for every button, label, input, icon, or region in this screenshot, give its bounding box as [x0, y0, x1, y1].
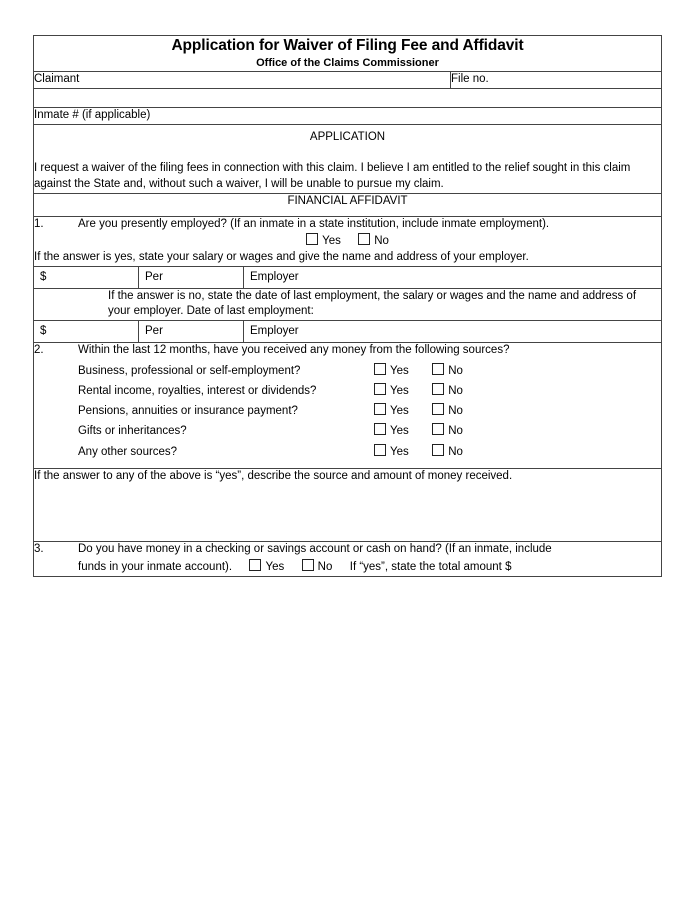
- source-business-yes-label: Yes: [390, 364, 409, 377]
- employer-field-1[interactable]: [244, 266, 662, 288]
- source-label-other: Any other sources?: [78, 445, 178, 458]
- question-1-no-instruction: If the answer is no, state the date of last employment, the salary or wages and the name and address of your employer. Date of last employment:: [108, 289, 637, 318]
- waiver-application-form: [33, 35, 662, 577]
- source-gifts-no-label: No: [448, 425, 463, 438]
- q1-no-option[interactable]: [358, 233, 389, 249]
- question-3-text: Do you have money in a checking or savings account or cash on hand? (If an inmate, include: [78, 543, 552, 556]
- source-item-other: [78, 444, 661, 460]
- file-no-field[interactable]: File no.: [451, 71, 662, 88]
- question-2-text: Within the last 12 months, have you received any money from the following sources?: [78, 344, 510, 357]
- checkbox-icon[interactable]: [374, 363, 386, 375]
- source-item-business: [78, 363, 661, 379]
- checkbox-icon[interactable]: [432, 403, 444, 415]
- claimant-field[interactable]: Claimant: [34, 71, 451, 88]
- application-cell: [34, 124, 662, 193]
- source-options-gifts: [374, 423, 463, 439]
- checkbox-icon[interactable]: [302, 559, 314, 571]
- source-item-pensions: [78, 403, 661, 419]
- q3-no-option[interactable]: [302, 559, 333, 575]
- blank-address-cell[interactable]: [34, 88, 662, 107]
- source-rental-yes[interactable]: [374, 383, 429, 399]
- source-item-gifts: [78, 423, 661, 439]
- page-subtitle: Office of the Claims Commissioner: [256, 57, 439, 70]
- source-options-business: [374, 363, 463, 379]
- question-3-line2: [78, 559, 661, 575]
- question-3-number: 3.: [34, 543, 44, 556]
- source-options-rental: [374, 383, 463, 399]
- source-business-no-label: No: [448, 364, 463, 377]
- source-gifts-yes-label: Yes: [390, 425, 409, 438]
- question-2-number: 2.: [34, 344, 44, 357]
- question-1-no-instruction-row: [34, 288, 662, 320]
- checkbox-icon[interactable]: [432, 363, 444, 375]
- checkbox-icon[interactable]: [374, 423, 386, 435]
- salary-per-field-2[interactable]: [139, 321, 244, 343]
- salary-amount-field-2[interactable]: [34, 321, 139, 343]
- source-label-rental: Rental income, royalties, interest or dividends?: [78, 384, 317, 397]
- checkbox-icon[interactable]: [306, 233, 318, 245]
- application-row: [34, 124, 662, 193]
- source-rental-no[interactable]: [432, 383, 463, 399]
- source-other-no-label: No: [448, 445, 463, 458]
- salary-per-label-1: Per: [145, 270, 163, 283]
- q1-yes-label: Yes: [322, 234, 341, 247]
- title-cell: [34, 36, 662, 72]
- source-options-other: [374, 444, 463, 460]
- affidavit-heading: FINANCIAL AFFIDAVIT: [34, 193, 662, 216]
- q3-no-label: No: [317, 561, 333, 574]
- salary-per-field-1[interactable]: [139, 266, 244, 288]
- inmate-number-field[interactable]: Inmate # (if applicable): [34, 107, 662, 124]
- employment-row-2: [34, 321, 662, 343]
- salary-amount-field-1[interactable]: [34, 266, 139, 288]
- page-title: Application for Waiver of Filing Fee and Affidavit: [171, 37, 524, 54]
- question-1-row: [34, 216, 662, 266]
- describe-instruction: If the answer to any of the above is “yes”, describe the source and amount of money received.: [34, 470, 513, 483]
- employer-label-1: Employer: [250, 270, 299, 283]
- checkbox-icon[interactable]: [432, 423, 444, 435]
- checkbox-icon[interactable]: [432, 444, 444, 456]
- question-1-no-instruction-cell: [34, 288, 662, 320]
- source-item-rental: [78, 383, 661, 399]
- employer-field-2[interactable]: [244, 321, 662, 343]
- question-1-cell: [34, 216, 662, 266]
- claimant-row: [34, 71, 662, 88]
- checkbox-icon[interactable]: [374, 444, 386, 456]
- q1-no-label: No: [374, 234, 389, 247]
- source-other-yes[interactable]: [374, 444, 429, 460]
- affidavit-row: [34, 193, 662, 216]
- application-body: I request a waiver of the filing fees in connection with this claim. I believe I am entitled to the relief sought in this claim against the State and, without such a waiver, I will be unable to pursue my claim.: [34, 161, 631, 190]
- source-pensions-no[interactable]: [432, 403, 463, 419]
- blank-address-row: [34, 88, 662, 107]
- question-3-cell: [34, 542, 662, 577]
- question-3-total-amount-field[interactable]: If “yes”, state the total amount $: [349, 561, 512, 574]
- salary-per-label-2: Per: [145, 325, 163, 338]
- question-1-text: Are you presently employed? (If an inmate in a state institution, include inmate employment).: [78, 217, 550, 230]
- source-business-no[interactable]: [432, 363, 463, 379]
- source-business-yes[interactable]: [374, 363, 429, 379]
- source-pensions-no-label: No: [448, 405, 463, 418]
- checkbox-icon[interactable]: [358, 233, 370, 245]
- q3-yes-option[interactable]: [249, 559, 284, 575]
- salary-amount-label-2: $: [40, 325, 47, 338]
- checkbox-icon[interactable]: [249, 559, 261, 571]
- question-1-number: 1.: [34, 217, 44, 230]
- source-gifts-yes[interactable]: [374, 423, 429, 439]
- title-row: [34, 36, 662, 72]
- describe-answer-box[interactable]: [34, 469, 662, 542]
- source-label-pensions: Pensions, annuities or insurance payment?: [78, 405, 298, 418]
- checkbox-icon[interactable]: [374, 403, 386, 415]
- salary-amount-label-1: $: [40, 270, 47, 283]
- q1-yes-option[interactable]: [306, 233, 341, 249]
- source-pensions-yes[interactable]: [374, 403, 429, 419]
- source-gifts-no[interactable]: [432, 423, 463, 439]
- describe-row: [34, 469, 662, 542]
- inmate-row: [34, 107, 662, 124]
- source-other-no[interactable]: [432, 444, 463, 460]
- source-options-pensions: [374, 403, 463, 419]
- source-rental-no-label: No: [448, 384, 463, 397]
- employment-row-1: [34, 266, 662, 288]
- source-label-gifts: Gifts or inheritances?: [78, 425, 187, 438]
- employer-label-2: Employer: [250, 325, 299, 338]
- source-label-business: Business, professional or self-employment?: [78, 364, 301, 377]
- question-2-row: [34, 343, 662, 469]
- question-1-yes-instruction: If the answer is yes, state your salary or wages and give the name and address of your employer.: [34, 251, 529, 264]
- question-3-row: [34, 542, 662, 577]
- q3-yes-label: Yes: [265, 561, 285, 574]
- checkbox-icon[interactable]: [432, 383, 444, 395]
- source-other-yes-label: Yes: [390, 445, 409, 458]
- question-1-options: [34, 233, 661, 249]
- source-pensions-yes-label: Yes: [390, 405, 409, 418]
- application-heading: APPLICATION: [309, 130, 386, 143]
- question-3-line2-before: funds in your inmate account).: [78, 561, 233, 574]
- checkbox-icon[interactable]: [374, 383, 386, 395]
- question-2-source-list: [34, 363, 661, 460]
- question-2-cell: [34, 343, 662, 469]
- source-rental-yes-label: Yes: [390, 384, 409, 397]
